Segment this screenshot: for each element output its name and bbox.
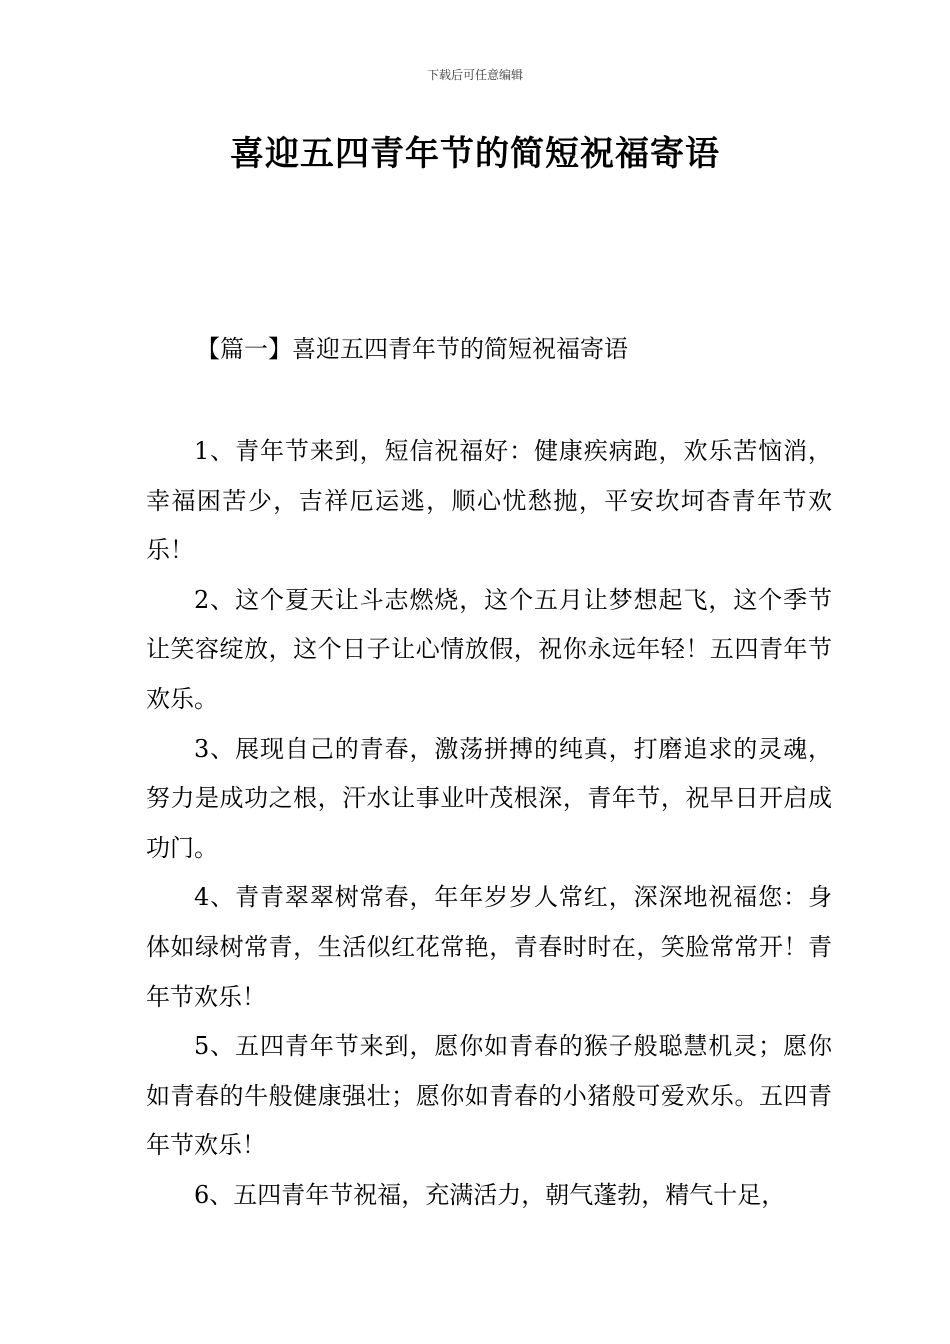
header-note: 下载后可任意编辑 xyxy=(426,68,523,82)
paragraph-5: 5、五四青年节来到，愿你如青春的猴子般聪慧机灵；愿你如青春的牛般健康强壮；愿你如青春的小猪般可爱欢乐。五四青年节欢乐！ xyxy=(146,1032,832,1160)
paragraph-6: 6、五四青年节祝福，充满活力，朝气蓬勃，精气十足， xyxy=(194,1180,786,1209)
paragraph-2: 2、这个夏天让斗志燃烧，这个五月让梦想起飞，这个季节让笑容绽放，这个日子让心情放假，祝你永远年轻！五四青年节欢乐。 xyxy=(146,585,832,713)
section-heading: 【篇一】喜迎五四青年节的简短祝福寄语 xyxy=(196,335,628,363)
document-body xyxy=(146,427,832,1221)
paragraph-4: 4、青青翠翠树常春，年年岁岁人常红，深深地祝福您：身体如绿树常青，生活似红花常艳，青春时时在，笑脸常常开！青年节欢乐！ xyxy=(146,883,832,1011)
paragraph-3: 3、展现自己的青春，激荡拼搏的纯真，打磨追求的灵魂，努力是成功之根，汗水让事业叶茂根深，青年节，祝早日开启成功门。 xyxy=(146,734,832,862)
document-title: 喜迎五四青年节的简短祝福寄语 xyxy=(230,134,720,174)
paragraph-1: 1、青年节来到，短信祝福好：健康疾病跑，欢乐苦恼消，幸福困苦少，吉祥厄运逃，顺心忧愁抛，平安坎坷杳青年节欢乐！ xyxy=(146,437,832,565)
